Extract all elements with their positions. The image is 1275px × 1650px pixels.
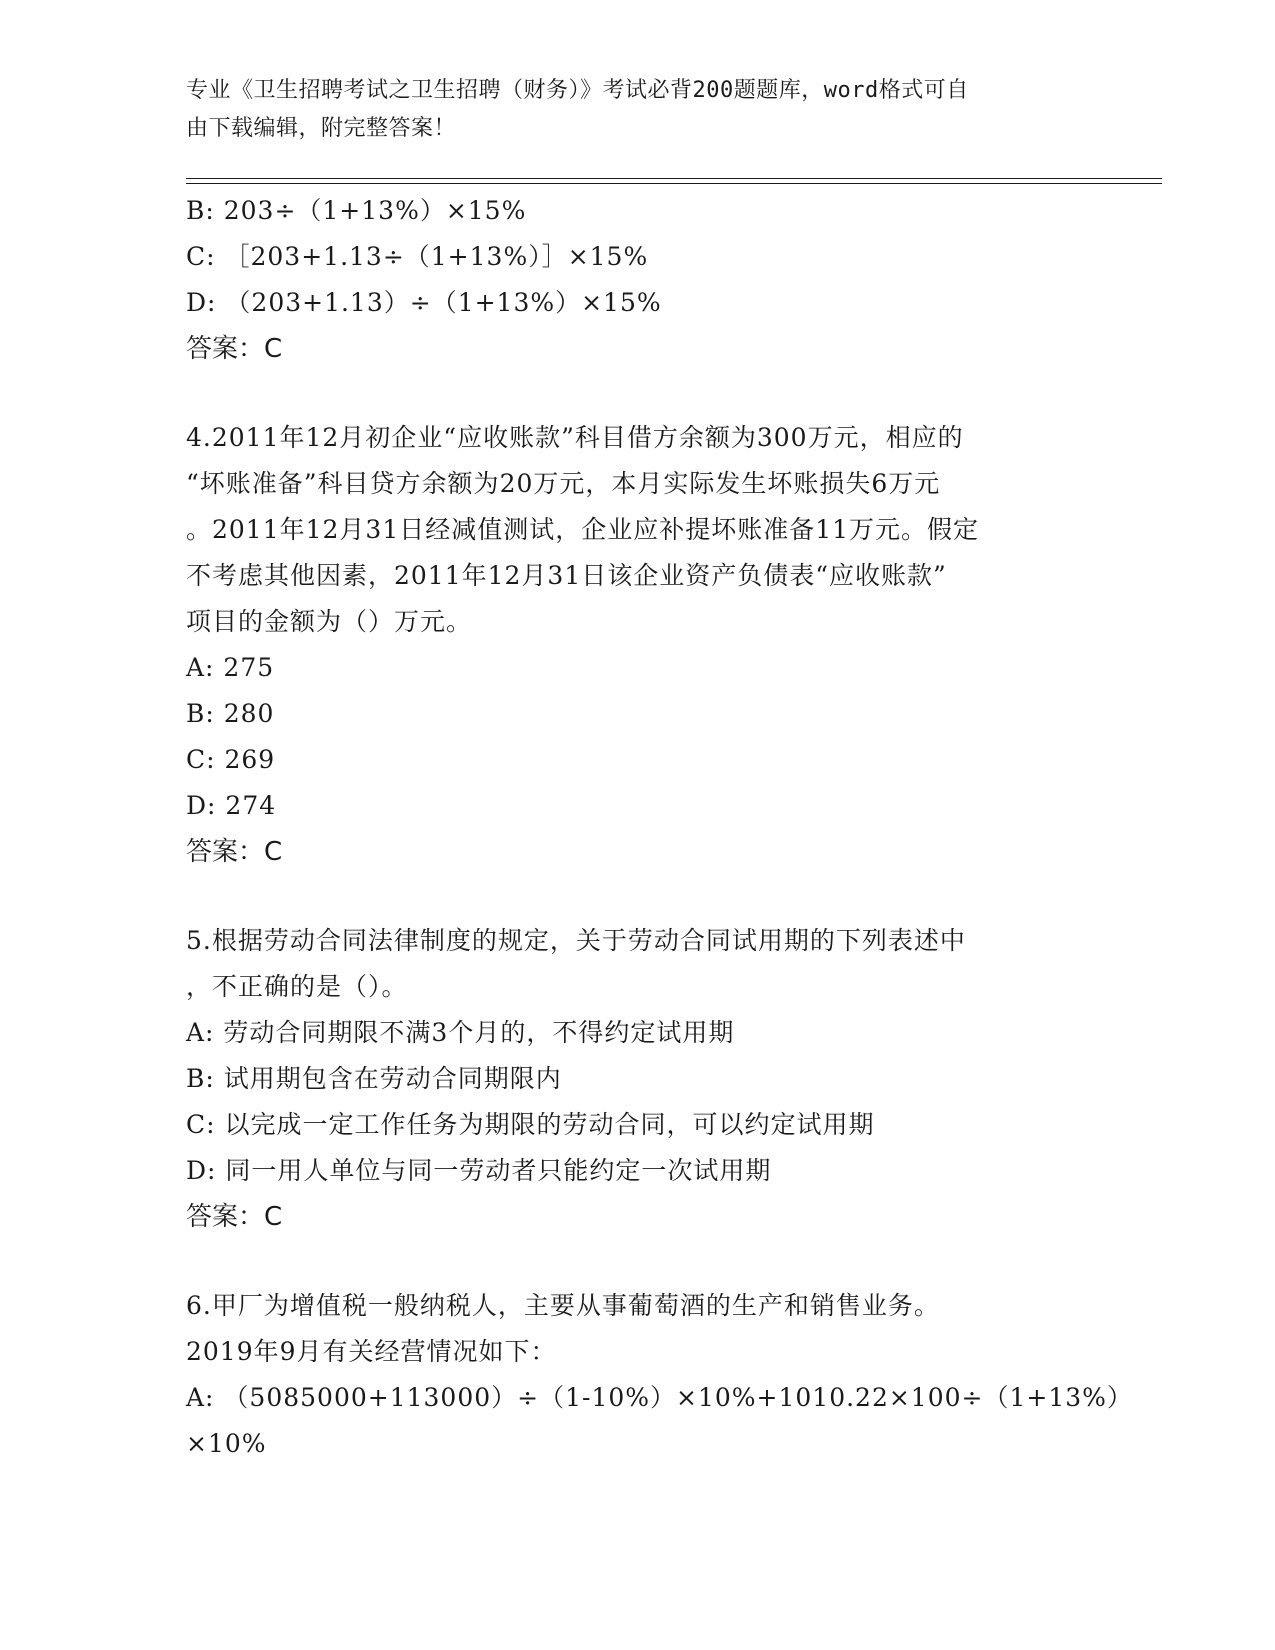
question-6-block: [186, 1283, 1166, 1467]
q6-option-a-line-1: A: （5085000+113000）÷（1-10%）×10%+1010.22×100÷（1+13%）: [186, 1383, 1133, 1412]
header-divider-top: [186, 178, 1162, 179]
q5-answer: 答案：C: [186, 1202, 283, 1232]
q5-option-a: A: 劳动合同期限不满3个月的，不得约定试用期: [186, 1018, 735, 1047]
q6-stem-line-2: 2019年9月有关经营情况如下：: [186, 1337, 557, 1366]
q5-option-d: D: 同一用人单位与同一劳动者只能约定一次试用期: [186, 1156, 772, 1185]
q4-answer: 答案：C: [186, 837, 283, 867]
spacer: [186, 372, 1166, 415]
q4-stem-line-4: 不考虑其他因素，2011年12月31日该企业资产负债表“应收账款”: [186, 561, 947, 590]
q4-option-a: A: 275: [186, 653, 275, 682]
spacer: [186, 1240, 1166, 1283]
question-3-block: [186, 188, 1166, 372]
q3-answer: 答案：C: [186, 334, 283, 364]
question-4-block: [186, 415, 1166, 875]
q4-option-b: B: 280: [186, 699, 275, 728]
q5-option-b: B: 试用期包含在劳动合同期限内: [186, 1064, 562, 1093]
q4-stem-line-5: 项目的金额为（）万元。: [186, 607, 473, 636]
header-title-line-2: 由下载编辑，附完整答案！: [186, 116, 457, 141]
q5-stem-line-2: ，不正确的是（）。: [186, 972, 408, 1001]
q4-option-c: C: 269: [186, 745, 276, 774]
q4-stem-line-3: 。2011年12月31日经减值测试，企业应补提坏账准备11万元。假定: [186, 515, 980, 544]
q3-option-c: C: ［203+1.13÷（1+13%）］×15%: [186, 242, 649, 271]
question-5-block: [186, 918, 1166, 1240]
q4-option-d: D: 274: [186, 791, 277, 820]
q5-option-c: C: 以完成一定工作任务为期限的劳动合同，可以约定试用期: [186, 1110, 875, 1139]
q6-stem-line-1: 6.甲厂为增值税一般纳税人，主要从事葡萄酒的生产和销售业务。: [186, 1291, 940, 1320]
document-body: [186, 188, 1166, 1467]
q4-stem-line-2: “坏账准备”科目贷方余额为20万元，本月实际发生坏账损失6万元: [186, 469, 941, 498]
q5-stem-line-1: 5.根据劳动合同法律制度的规定，关于劳动合同试用期的下列表述中: [186, 926, 966, 955]
header-divider-bottom: [186, 183, 1162, 184]
q3-option-b: B: 203÷（1+13%）×15%: [186, 196, 527, 225]
spacer: [186, 875, 1166, 918]
q6-option-a-line-2: ×10%: [186, 1429, 267, 1458]
q4-stem-line-1: 4.2011年12月初企业“应收账款”科目借方余额为300万元，相应的: [186, 423, 964, 452]
document-header: [186, 72, 1166, 148]
q3-option-d: D: （203+1.13）÷（1+13%）×15%: [186, 288, 662, 317]
header-title-line-1: 专业《卫生招聘考试之卫生招聘（财务）》考试必背200题题库，word格式可自: [186, 78, 969, 103]
